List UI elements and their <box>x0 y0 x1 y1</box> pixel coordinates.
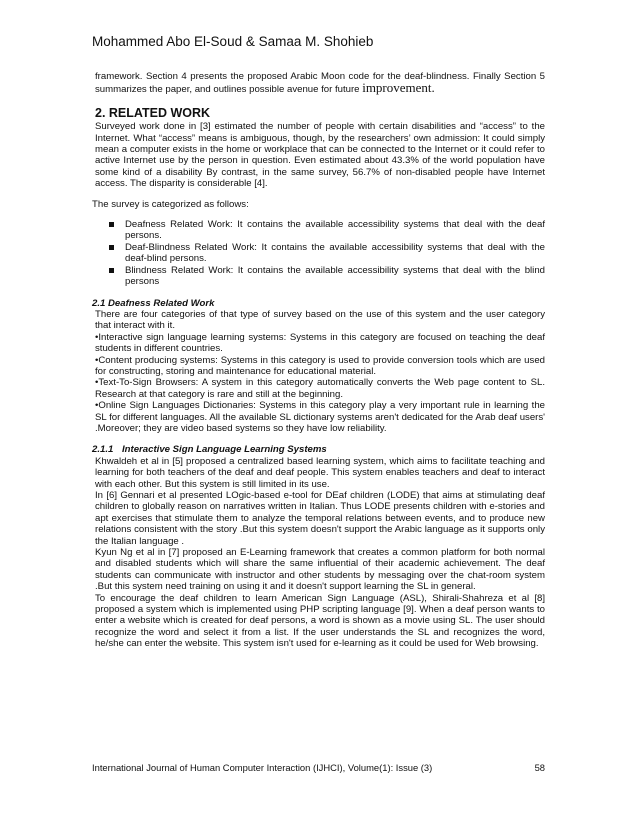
deafness-line: There are four categories of that type of survey based on the use of this system and the user category that interact with it. <box>95 308 545 332</box>
journal-citation: International Journal of Human Computer Interaction (IJHCI), Volume(1): Issue (3) <box>92 762 433 773</box>
deafness-line: •Interactive sign language learning systems: Systems in this category are focused on teaching the deaf students in different countries. <box>95 331 545 355</box>
bullet-square-icon <box>109 222 114 227</box>
intro-paragraph <box>92 71 545 96</box>
list-item: Deaf-Blindness Related Work: It contains the available accessibility systems that deal with the deaf-blind persons. <box>92 242 545 265</box>
learning-systems-paragraph: In [6] Gennari et al presented LOgic-based e-tool for DEaf children (LODE) that aims at stimulating deaf children to globally reason on narratives written in Italian. Thus LODE presents children with e-stories and apt exercises that stimulate them to analyze the temporal relations between events, and to produce new relations consistent with the story .But this system doesn't support the Arabic language as it supports only the Italian language . <box>95 490 545 547</box>
deafness-line: •Content producing systems: Systems in this category is used to provide conversion tools which are used for constructing, storing and maintenance for educational material. <box>95 354 545 377</box>
subsubsection-number: 2.1.1 <box>92 444 114 456</box>
subsubsection-heading <box>92 444 545 455</box>
intro-text: framework. Section 4 presents the proposed Arabic Moon code for the deaf-blindness. Finally Section 5 summarizes the paper, and outlines possible avenue for future <box>95 71 545 96</box>
survey-categorized-text: The survey is categorized as follows: <box>92 198 249 210</box>
intro-last-word: improvement. <box>362 80 435 96</box>
list-item: Deafness Related Work: It contains the available accessibility systems that deal with the deaf persons. <box>92 219 545 242</box>
page-number: 58 <box>534 762 545 773</box>
deafness-line: •Online Sign Languages Dictionaries: Systems in this category play a very important rule in learning the SL for different languages. All the available SL dictionary systems aren't dedicated for the Arab deaf users' .Moreover; they are video based systems so they have low reliability. <box>95 400 545 434</box>
bullet-square-icon <box>109 268 114 273</box>
bullet-square-icon <box>109 245 114 250</box>
page-body <box>92 71 545 650</box>
running-header: Mohammed Abo El-Soud & Samaa M. Shohieb <box>92 34 374 49</box>
learning-systems-paragraph: To encourage the deaf children to learn American Sign Language (ASL), Shirali-Shahreza et al [8] proposed a system which is implemented using PHP scripting language [9]. When a deaf person wants to enter a website which is created for deaf persons, a word is shown as a movie using SL. The user should recognize the word and select it from a list. If the user understands the SL and recognizes the word, he/she can enter the website. This system isn't used for e-learning as it could be used for Web browsing. <box>95 592 545 650</box>
list-item: Blindness Related Work: It contains the available accessibility systems that deal with the blind persons <box>92 265 545 288</box>
deafness-line: •Text-To-Sign Browsers: A system in this category automatically converts the Web page content to SL. Research at that category is rare and still at the beginning. <box>95 377 545 400</box>
learning-systems-paragraph: Khwaldeh et al in [5] proposed a centralized based learning system, which aims to facilitate teaching and learning for both teachers of the deaf and deaf people. This system enables teachers and deaf to interact with each other. But this system is still limited in its use. <box>95 455 545 490</box>
page-footer <box>92 762 545 773</box>
section-heading-related-work: 2. RELATED WORK <box>95 105 211 120</box>
category-list <box>92 219 545 287</box>
related-work-paragraph: Surveyed work done in [3] estimated the number of people with certain disabilities and “access” to the Internet. What “access” means is ambiguous, though, by the researchers’ own admission: It could simply mean a computer exists in the home or workplace that can be connected to the Internet or it could refer to active Internet use by the person in question. Even estimated about 43.3% of the world population have some kind of a disability By contrast, in the same survey, 56.7% of non-disabled people have Internet access. The disparity is considerable [4]. <box>95 121 545 190</box>
learning-systems-paragraph: Kyun Ng et al in [7] proposed an E-Learning framework that creates a common platform for both normal and disabled students which will share the same influential of their academic achievement. The deaf students can communicate with instructor and other students by messaging over the chat-room system .But this system need training on using it and it doesn't support learning the SL in general. <box>95 547 545 593</box>
subsubsection-title: Interactive Sign Language Learning Systems <box>122 444 327 456</box>
subsection-heading-deafness: 2.1 Deafness Related Work <box>92 297 215 309</box>
